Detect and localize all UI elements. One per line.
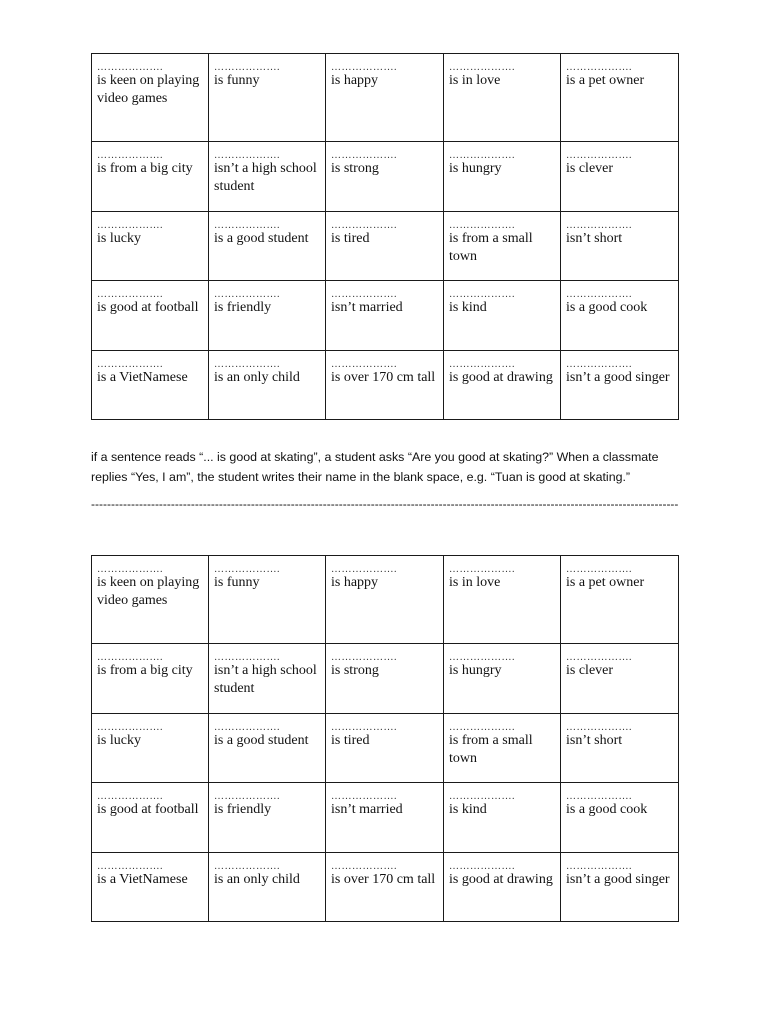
cell-text: is funny: [214, 575, 260, 590]
cell-text: is over 170 cm tall: [331, 370, 436, 385]
cell-text: is kind: [449, 802, 487, 817]
bingo-row: [92, 556, 679, 644]
bingo-row: [92, 212, 679, 281]
name-blank[interactable]: ……………….: [214, 723, 280, 732]
bingo-row: [92, 351, 679, 420]
bingo-cell: [444, 142, 561, 212]
cell-text: is funny: [214, 73, 260, 88]
cell-text: is a pet owner: [566, 73, 645, 88]
bingo-cell: [561, 351, 679, 420]
cell-text: is in love: [449, 73, 501, 88]
cell-text: is good at football: [97, 802, 199, 817]
bingo-cell: [209, 351, 326, 420]
bingo-cell: [444, 54, 561, 142]
name-blank[interactable]: ……………….: [566, 653, 632, 662]
bingo-table-2-body: [92, 556, 679, 922]
bingo-cell: [561, 644, 679, 714]
cut-line-separator: ---------------------------------------------------------------------------------------------------------------------------------------------------: [91, 497, 679, 511]
bingo-cell: [209, 783, 326, 853]
bingo-cell: [92, 714, 209, 783]
name-blank[interactable]: ……………….: [214, 151, 280, 160]
name-blank[interactable]: ……………….: [566, 792, 632, 801]
cell-text: isn’t a good singer: [566, 370, 670, 385]
bingo-cell: [209, 644, 326, 714]
name-blank[interactable]: ……………….: [566, 151, 632, 160]
bingo-cell: [561, 556, 679, 644]
name-blank[interactable]: ……………….: [566, 565, 632, 574]
cell-text: is over 170 cm tall: [331, 872, 436, 887]
name-blank[interactable]: ……………….: [331, 221, 397, 230]
name-blank[interactable]: ……………….: [331, 653, 397, 662]
cell-text: is tired: [331, 231, 370, 246]
cell-text: isn’t short: [566, 733, 623, 748]
bingo-cell: [326, 142, 444, 212]
name-blank[interactable]: ……………….: [214, 290, 280, 299]
bingo-row: [92, 142, 679, 212]
cell-text: is from a big city: [97, 161, 193, 176]
name-blank[interactable]: ……………….: [214, 565, 280, 574]
name-blank[interactable]: ……………….: [331, 151, 397, 160]
bingo-cell: [209, 54, 326, 142]
cell-text: is hungry: [449, 161, 502, 176]
bingo-table-2: [91, 555, 679, 922]
name-blank[interactable]: ……………….: [214, 360, 280, 369]
cell-text: is friendly: [214, 802, 272, 817]
bingo-cell: [326, 853, 444, 922]
bingo-cell: [209, 853, 326, 922]
name-blank[interactable]: ……………….: [449, 63, 515, 72]
name-blank[interactable]: ……………….: [331, 565, 397, 574]
bingo-cell: [92, 644, 209, 714]
name-blank[interactable]: ……………….: [97, 792, 163, 801]
bingo-cell: [561, 714, 679, 783]
bingo-cell: [326, 556, 444, 644]
bingo-cell: [561, 281, 679, 351]
bingo-cell: [92, 212, 209, 281]
cell-text: isn’t married: [331, 802, 403, 817]
name-blank[interactable]: ……………….: [97, 653, 163, 662]
name-blank[interactable]: ……………….: [97, 63, 163, 72]
cell-text: is a good student: [214, 231, 309, 246]
cell-text: is an only child: [214, 872, 300, 887]
name-blank[interactable]: ……………….: [214, 63, 280, 72]
bingo-cell: [444, 714, 561, 783]
name-blank[interactable]: ……………….: [97, 360, 163, 369]
bingo-cell: [326, 212, 444, 281]
cell-text: is good at football: [97, 300, 199, 315]
name-blank[interactable]: ……………….: [331, 360, 397, 369]
bingo-cell: [92, 351, 209, 420]
name-blank[interactable]: ……………….: [449, 151, 515, 160]
name-blank[interactable]: ……………….: [97, 290, 163, 299]
bingo-cell: [444, 281, 561, 351]
name-blank[interactable]: ……………….: [566, 290, 632, 299]
name-blank[interactable]: ……………….: [449, 792, 515, 801]
cell-text: is lucky: [97, 231, 141, 246]
cell-text: is happy: [331, 73, 379, 88]
cell-text: is strong: [331, 161, 379, 176]
bingo-cell: [444, 783, 561, 853]
cell-text: is a VietNamese: [97, 872, 188, 887]
cell-text: is strong: [331, 663, 379, 678]
name-blank[interactable]: ……………….: [566, 723, 632, 732]
bingo-row: [92, 714, 679, 783]
cell-text: is kind: [449, 300, 487, 315]
cell-text: is from a small town: [449, 231, 533, 264]
name-blank[interactable]: ……………….: [97, 565, 163, 574]
bingo-cell: [326, 281, 444, 351]
cell-text: is from a small town: [449, 733, 533, 766]
name-blank[interactable]: ……………….: [449, 723, 515, 732]
cell-text: is from a big city: [97, 663, 193, 678]
name-blank[interactable]: ……………….: [449, 221, 515, 230]
bingo-cell: [92, 54, 209, 142]
bingo-cell: [444, 212, 561, 281]
cell-text: is good at drawing: [449, 370, 553, 385]
cell-text: is a good student: [214, 733, 309, 748]
name-blank[interactable]: ……………….: [214, 862, 280, 871]
cell-text: is a pet owner: [566, 575, 645, 590]
name-blank[interactable]: ……………….: [97, 862, 163, 871]
bingo-cell: [326, 644, 444, 714]
name-blank[interactable]: ……………….: [331, 792, 397, 801]
bingo-cell: [444, 644, 561, 714]
name-blank[interactable]: ……………….: [97, 151, 163, 160]
bingo-table-1: [91, 53, 679, 420]
name-blank[interactable]: ……………….: [97, 221, 163, 230]
bingo-cell: [92, 281, 209, 351]
cell-text: is in love: [449, 575, 501, 590]
name-blank[interactable]: ……………….: [449, 360, 515, 369]
name-blank[interactable]: ……………….: [449, 653, 515, 662]
name-blank[interactable]: ……………….: [331, 63, 397, 72]
cell-text: isn’t a good singer: [566, 872, 670, 887]
cell-text: is clever: [566, 161, 614, 176]
cell-text: isn’t a high school student: [214, 161, 317, 194]
bingo-cell: [444, 853, 561, 922]
bingo-cell: [561, 853, 679, 922]
cell-text: is happy: [331, 575, 379, 590]
bingo-table-1-body: [92, 54, 679, 420]
bingo-cell: [92, 853, 209, 922]
cell-text: is a good cook: [566, 300, 648, 315]
name-blank[interactable]: ……………….: [566, 360, 632, 369]
name-blank[interactable]: ……………….: [566, 63, 632, 72]
name-blank[interactable]: ……………….: [214, 221, 280, 230]
bingo-cell: [92, 556, 209, 644]
bingo-row: [92, 644, 679, 714]
name-blank[interactable]: ……………….: [331, 723, 397, 732]
instructions-text: if a sentence reads “... is good at skating”, a student asks “Are you good at skating?” When a classmate replies “Yes, I am”, the student writes their name in the blank space, e.g. “Tuan is good at skating.”: [91, 450, 659, 484]
name-blank[interactable]: ……………….: [331, 290, 397, 299]
cell-text: is keen on playing video games: [97, 575, 200, 608]
name-blank[interactable]: ……………….: [331, 862, 397, 871]
bingo-cell: [209, 212, 326, 281]
cell-text: is lucky: [97, 733, 141, 748]
bingo-row: [92, 54, 679, 142]
bingo-cell: [326, 714, 444, 783]
bingo-cell: [561, 142, 679, 212]
bingo-cell: [209, 142, 326, 212]
cell-text: isn’t a high school student: [214, 663, 317, 696]
bingo-cell: [209, 714, 326, 783]
cell-text: isn’t short: [566, 231, 623, 246]
bingo-cell: [444, 351, 561, 420]
name-blank[interactable]: ……………….: [214, 792, 280, 801]
cell-text: is keen on playing video games: [97, 73, 200, 106]
cell-text: is an only child: [214, 370, 300, 385]
cell-text: is hungry: [449, 663, 502, 678]
bingo-row: [92, 853, 679, 922]
bingo-cell: [209, 281, 326, 351]
name-blank[interactable]: ……………….: [449, 290, 515, 299]
bingo-cell: [444, 556, 561, 644]
bingo-cell: [209, 556, 326, 644]
name-blank[interactable]: ……………….: [566, 862, 632, 871]
bingo-row: [92, 783, 679, 853]
name-blank[interactable]: ……………….: [449, 565, 515, 574]
bingo-cell: [561, 783, 679, 853]
cell-text: is friendly: [214, 300, 272, 315]
bingo-row: [92, 281, 679, 351]
cell-text: isn’t married: [331, 300, 403, 315]
cell-text: is a VietNamese: [97, 370, 188, 385]
bingo-cell: [92, 142, 209, 212]
bingo-cell: [561, 54, 679, 142]
bingo-cell: [561, 212, 679, 281]
cell-text: is tired: [331, 733, 370, 748]
bingo-cell: [92, 783, 209, 853]
cell-text: is good at drawing: [449, 872, 553, 887]
bingo-cell: [326, 783, 444, 853]
name-blank[interactable]: ……………….: [214, 653, 280, 662]
name-blank[interactable]: ……………….: [449, 862, 515, 871]
bingo-cell: [326, 351, 444, 420]
cell-text: is clever: [566, 663, 614, 678]
name-blank[interactable]: ……………….: [97, 723, 163, 732]
cell-text: is a good cook: [566, 802, 648, 817]
name-blank[interactable]: ……………….: [566, 221, 632, 230]
bingo-cell: [326, 54, 444, 142]
